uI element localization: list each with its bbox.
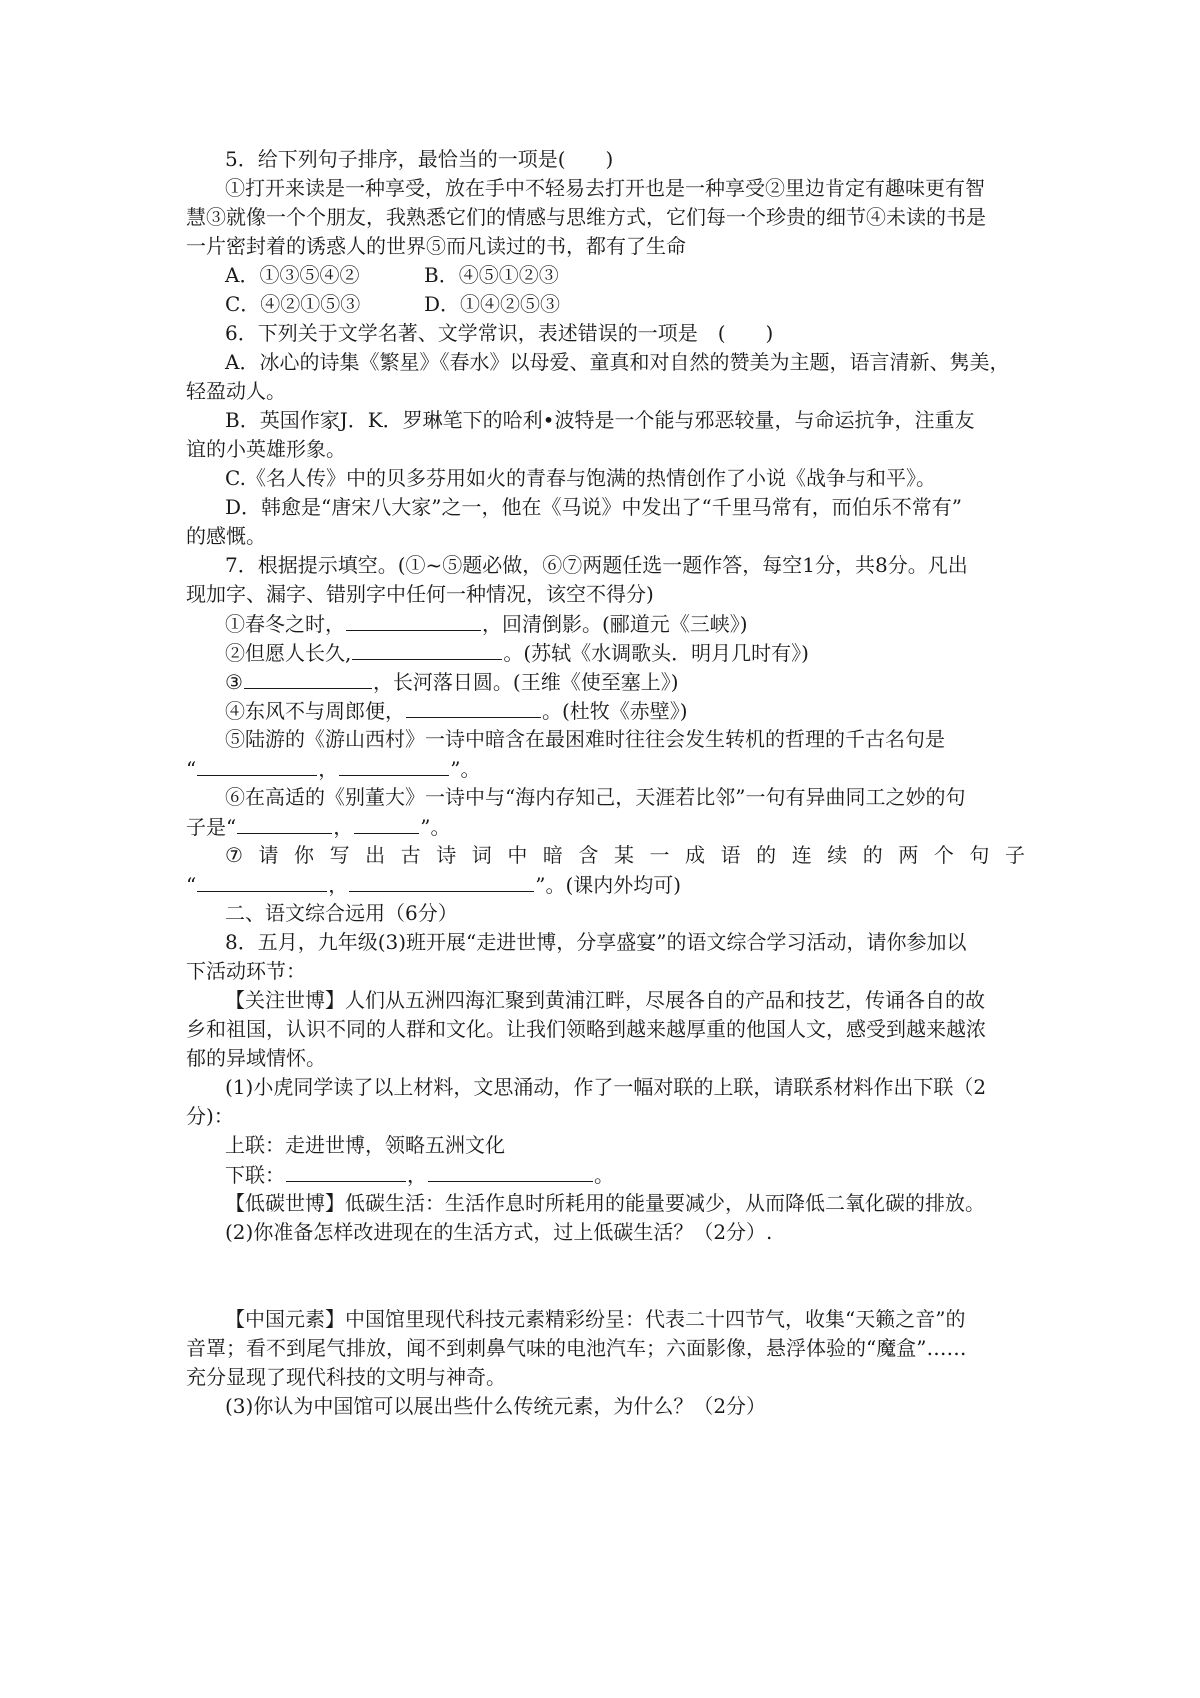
answer-blank[interactable] [349,869,534,892]
q7-item-3: ③ ，长河落日圆。(王维《使至塞上》) [225,666,679,697]
q5-option-c: C．④②①⑤③ [225,292,361,316]
q5-passage-line: 一片密封着的诱惑人的世界⑤而凡读过的书，都有了生命 [186,234,686,258]
q7-item-2: ②但愿人长久, 。(苏轼《水调歌头．明月几时有》) [225,637,809,668]
answer-blank[interactable] [286,1159,406,1182]
q6-option-b-cont: 谊的小英雄形象。 [186,437,346,461]
q5-option-a: A．①③⑤④② [225,263,360,287]
q8-material-1-cont: 郁的异域情怀。 [186,1046,326,1070]
q8-lower-couplet: 下联： ， 。 [225,1159,614,1190]
q6-option-b: B．英国作家J．K．罗琳笔下的哈利•波特是一个能与邪恶较量，与命运抗争，注重友 [225,408,975,432]
q8-stem-cont: 下活动环节： [186,959,306,983]
q7-item-7: ⑦ 请 你 写 出 古 诗 词 中 暗 含 某 一 成 语 的 连 续 的 两 个 句 子 [225,843,1025,867]
q7-item-5: ⑤陆游的《游山西村》一诗中暗含在最困难时往往会发生转机的哲理的千古名句是 [225,727,945,751]
q8-subquestion-1-cont: 分)： [186,1104,234,1128]
q7-stem-cont: 现加字、漏字、错别字中任何一种情况，该空不得分) [186,582,654,606]
q6-option-c: C.《名人传》中的贝多芬用如火的青春与饱满的热情创作了小说《战争与和平》。 [225,466,936,490]
q8-material-3: 【中国元素】中国馆里现代科技元素精彩纷呈：代表二十四节气，收集“天籁之音”的 [225,1307,966,1331]
q5-option-d: D．①④②⑤③ [424,292,561,316]
answer-blank[interactable] [197,869,327,892]
answer-blank[interactable] [406,695,541,718]
q8-subquestion-1: (1)小虎同学读了以上材料，文思涌动，作了一幅对联的上联，请联系材料作出下联（2 [225,1075,987,1099]
q8-material-1-cont: 乡和祖国，认识不同的人群和文化。让我们领略到越来越厚重的他国人文，感受到越来越浓 [186,1017,986,1041]
q7-item-4: ④东风不与周郎便， 。(杜牧《赤壁》) [225,695,688,726]
q8-material-3-cont: 充分显现了现代科技的文明与神奇。 [186,1365,506,1389]
q5-stem: 5．给下列句子排序，最恰当的一项是( ) [225,147,614,171]
q5-passage-line: 慧③就像一个个朋友，我熟悉它们的情感与思维方式，它们每一个珍贵的细节④未读的书是 [186,205,986,229]
q7-item-6-answer: 子是“ ， ”。 [186,811,450,842]
q8-material-2: 【低碳世博】低碳生活：生活作息时所耗用的能量要减少，从而降低二氧化碳的排放。 [225,1191,985,1215]
q8-upper-couplet: 上联：走进世博，领略五洲文化 [225,1133,505,1157]
q6-stem: 6．下列关于文学名著、文学常识，表述错误的一项是 ( ) [225,321,774,345]
q6-option-d: D．韩愈是“唐宋八大家”之一，他在《马说》中发出了“千里马常有，而伯乐不常有” [225,495,962,519]
answer-blank[interactable] [354,811,419,834]
q8-material-1: 【关注世博】人们从五洲四海汇聚到黄浦江畔，尽展各自的产品和技艺，传诵各自的故 [225,988,985,1012]
q8-subquestion-3: (3)你认为中国馆可以展出些什么传统元素，为什么？（2分） [225,1394,767,1418]
q8-material-3-cont: 音罩；看不到尾气排放，闻不到刺鼻气味的电池汽车；六面影像，悬浮体验的“魔盒”…… [186,1336,967,1360]
q7-item-1: ①春冬之时， ，回清倒影。(郦道元《三峡》) [225,608,748,639]
answer-blank[interactable] [237,811,332,834]
q7-stem: 7．根据提示填空。(①~⑤题必做，⑥⑦两题任选一题作答，每空1分，共8分。凡出 [225,553,968,577]
q7-item-7-answer: “ ， ”。(课内外均可) [186,869,681,900]
answer-blank[interactable] [352,637,502,660]
answer-blank[interactable] [244,666,372,689]
q5-option-b: B．④⑤①②③ [424,263,559,287]
answer-blank[interactable] [197,753,317,776]
q5-passage-line: ①打开来读是一种享受，放在手中不轻易去打开也是一种享受②里边肯定有趣味更有智 [225,176,985,200]
answer-blank[interactable] [339,753,449,776]
q6-option-a: A．冰心的诗集《繁星》《春水》以母爱、童真和对自然的赞美为主题，语言清新、隽美， [225,350,1010,374]
q8-stem: 8．五月，九年级(3)班开展“走进世博，分享盛宴”的语文综合学习活动，请你参加以 [225,930,967,954]
answer-blank[interactable] [428,1159,593,1182]
q6-option-a-cont: 轻盈动人。 [186,379,286,403]
q8-subquestion-2: (2)你准备怎样改进现在的生活方式，过上低碳生活？（2分）. [225,1220,773,1244]
answer-blank[interactable] [346,608,481,631]
q6-option-d-cont: 的感慨。 [186,524,266,548]
q7-item-6: ⑥在高适的《别董大》一诗中与“海内存知己，天涯若比邻”一句有异曲同工之妙的句 [225,785,966,809]
section-heading: 二、语文综合远用（6分） [225,901,458,925]
q7-item-5-answer: “ ， ”。 [186,753,480,784]
